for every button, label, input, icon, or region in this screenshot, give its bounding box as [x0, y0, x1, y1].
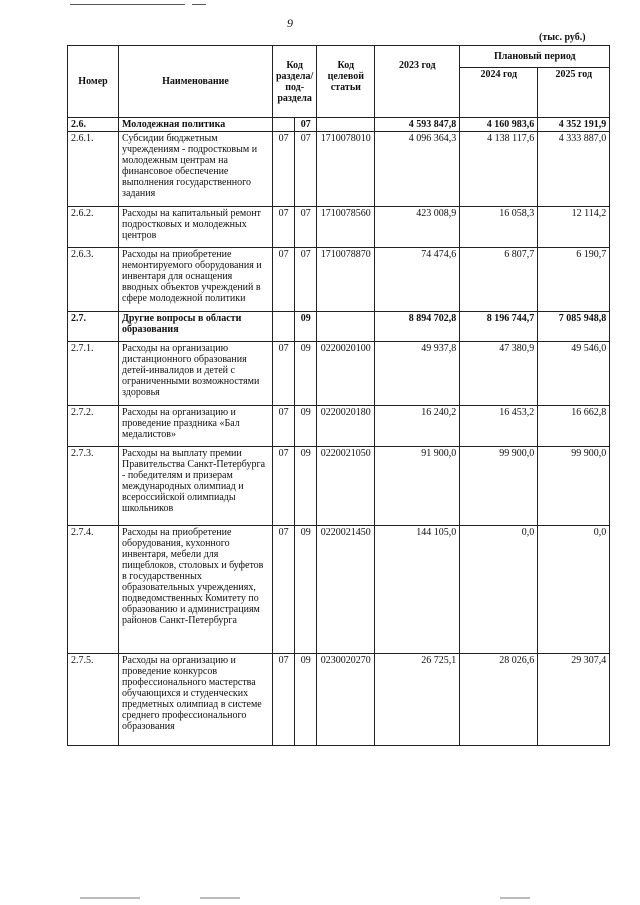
row-number: 2.6.2. [68, 207, 119, 248]
row-name: Молодежная политика [119, 118, 273, 132]
row-target: 0220021450 [317, 526, 375, 654]
table-row [68, 207, 610, 248]
header-planned-period: Плановый период [460, 46, 610, 68]
table-row [68, 132, 610, 207]
row-value-2024: 0,0 [460, 526, 538, 654]
row-value-2025: 16 662,8 [538, 406, 610, 447]
table-row [68, 406, 610, 447]
row-value-2025: 12 114,2 [538, 207, 610, 248]
row-value-2024: 47 380,9 [460, 342, 538, 406]
row-name: Расходы на организацию и проведение конкурсов профессионального мастерства обучающихся и студенческих предметных олимпиад в системе среднего профессионального образования [119, 654, 273, 746]
row-number: 2.7.3. [68, 447, 119, 526]
row-value-2024: 4 160 983,6 [460, 118, 538, 132]
row-number: 2.7.1. [68, 342, 119, 406]
table-row [68, 248, 610, 312]
row-section: 07 [273, 406, 295, 447]
row-section: 07 [273, 526, 295, 654]
row-number: 2.7.2. [68, 406, 119, 447]
row-section: 07 [273, 342, 295, 406]
header-name: Наименование [119, 46, 273, 118]
row-value-2024: 16 453,2 [460, 406, 538, 447]
table-row [68, 447, 610, 526]
row-value-2025: 4 352 191,9 [538, 118, 610, 132]
row-target: 0220021050 [317, 447, 375, 526]
row-section: 07 [273, 447, 295, 526]
row-value-2025: 0,0 [538, 526, 610, 654]
row-number: 2.6.3. [68, 248, 119, 312]
row-target [317, 312, 375, 342]
row-value-2024: 4 138 117,6 [460, 132, 538, 207]
row-value-2023: 49 937,8 [375, 342, 460, 406]
row-value-2025: 6 190,7 [538, 248, 610, 312]
header-rule [70, 4, 185, 5]
row-value-2024: 8 196 744,7 [460, 312, 538, 342]
footer-scan-marks [80, 897, 580, 900]
header-target-code: Код целевой статьи [317, 46, 375, 118]
row-subsection: 09 [295, 342, 317, 406]
row-number: 2.6. [68, 118, 119, 132]
row-name: Расходы на организацию и проведение праздника «Бал медалистов» [119, 406, 273, 447]
row-subsection: 07 [295, 207, 317, 248]
row-name: Расходы на капитальный ремонт подростковых и молодежных центров [119, 207, 273, 248]
row-name: Расходы на выплату премии Правительства Санкт-Петербурга - победителям и призерам международных олимпиад и всероссийской олимпиады школьников [119, 447, 273, 526]
row-section: 07 [273, 248, 295, 312]
table-row [68, 654, 610, 746]
row-name: Другие вопросы в области образования [119, 312, 273, 342]
row-value-2023: 4 096 364,3 [375, 132, 460, 207]
row-value-2025: 49 546,0 [538, 342, 610, 406]
header-rule-short [192, 4, 206, 5]
row-name: Субсидии бюджетным учреждениям - подростковым и молодежным центрам на финансовое обеспечение выполнения государственного задания [119, 132, 273, 207]
header-section-code: Код раздела/ под-раздела [273, 46, 317, 118]
row-subsection: 09 [295, 406, 317, 447]
row-value-2023: 144 105,0 [375, 526, 460, 654]
row-subsection: 09 [295, 447, 317, 526]
row-value-2023: 16 240,2 [375, 406, 460, 447]
row-target: 0220020180 [317, 406, 375, 447]
row-number: 2.7. [68, 312, 119, 342]
header-year-2025: 2025 год [538, 68, 610, 118]
row-value-2023: 74 474,6 [375, 248, 460, 312]
row-number: 2.7.5. [68, 654, 119, 746]
row-subsection: 07 [295, 118, 317, 132]
row-value-2025: 7 085 948,8 [538, 312, 610, 342]
row-value-2023: 91 900,0 [375, 447, 460, 526]
table-row [68, 118, 610, 132]
row-target: 1710078870 [317, 248, 375, 312]
row-target: 1710078560 [317, 207, 375, 248]
header-year-2024: 2024 год [460, 68, 538, 118]
page-number: 9 [287, 16, 293, 30]
row-subsection: 09 [295, 654, 317, 746]
row-subsection: 07 [295, 132, 317, 207]
row-target: 1710078010 [317, 132, 375, 207]
units-label: (тыс. руб.) [539, 32, 586, 43]
row-name: Расходы на организацию дистанционного образования детей-инвалидов и детей с ограниченными возможностями здоровья [119, 342, 273, 406]
row-number: 2.7.4. [68, 526, 119, 654]
row-section: 07 [273, 132, 295, 207]
table-row [68, 526, 610, 654]
row-value-2025: 99 900,0 [538, 447, 610, 526]
table-row [68, 312, 610, 342]
row-name: Расходы на приобретение оборудования, кухонного инвентаря, мебели для пищеблоков, столовых и буфетов в государственных образовательных учреждениях, подведомственных Комитету по образованию и администрациям районов Санкт-Петербурга [119, 526, 273, 654]
table-row [68, 342, 610, 406]
header-number: Номер [68, 46, 119, 118]
row-subsection: 09 [295, 312, 317, 342]
row-value-2023: 26 725,1 [375, 654, 460, 746]
row-subsection: 07 [295, 248, 317, 312]
row-section [273, 118, 295, 132]
row-section [273, 312, 295, 342]
header-year-2023: 2023 год [375, 46, 460, 118]
row-value-2023: 8 894 702,8 [375, 312, 460, 342]
row-value-2024: 28 026,6 [460, 654, 538, 746]
row-value-2024: 99 900,0 [460, 447, 538, 526]
budget-table [67, 45, 610, 746]
row-value-2024: 16 058,3 [460, 207, 538, 248]
row-value-2024: 6 807,7 [460, 248, 538, 312]
row-number: 2.6.1. [68, 132, 119, 207]
row-section: 07 [273, 207, 295, 248]
row-subsection: 09 [295, 526, 317, 654]
row-value-2025: 29 307,4 [538, 654, 610, 746]
row-name: Расходы на приобретение немонтируемого оборудования и инвентаря для оснащения вводных объектов учреждений в сфере молодежной политики [119, 248, 273, 312]
row-target: 0220020100 [317, 342, 375, 406]
row-target: 0230020270 [317, 654, 375, 746]
row-value-2025: 4 333 887,0 [538, 132, 610, 207]
row-value-2023: 4 593 847,8 [375, 118, 460, 132]
row-target [317, 118, 375, 132]
row-value-2023: 423 008,9 [375, 207, 460, 248]
row-section: 07 [273, 654, 295, 746]
